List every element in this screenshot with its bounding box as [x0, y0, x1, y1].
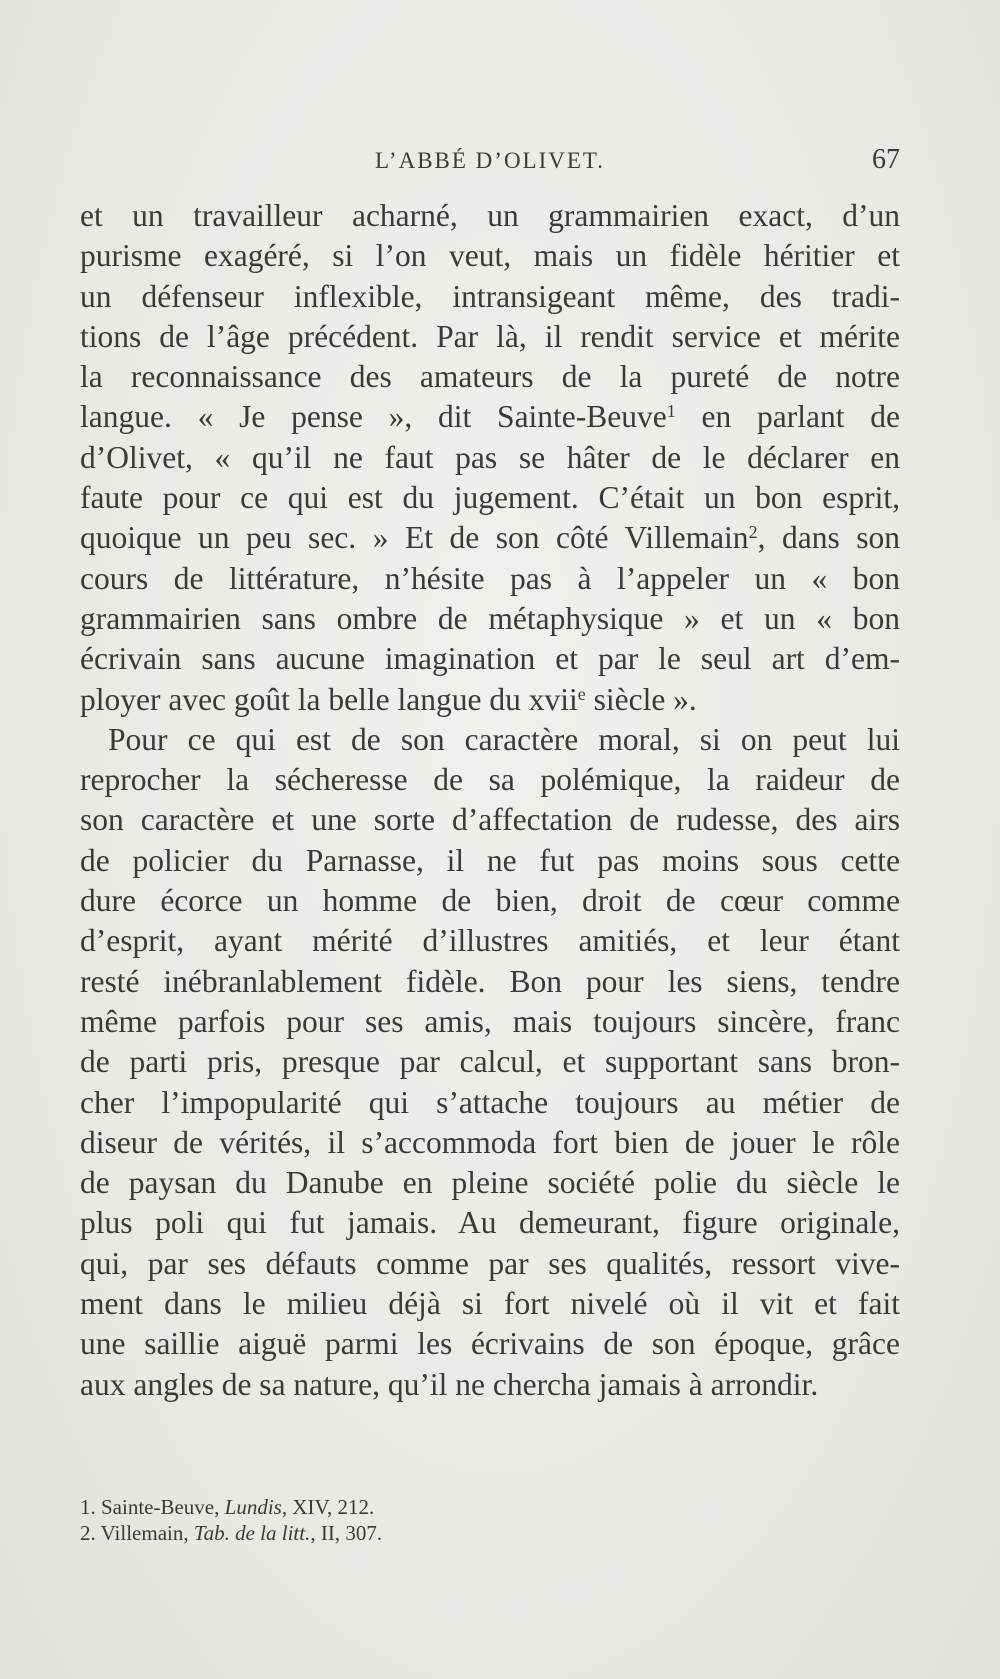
footnote: 2. Villemain, Tab. de la litt., II, 307. [80, 1521, 383, 1545]
text-line: aux angles de sa nature, qu’il ne chercha jamais à arrondir. [80, 1366, 819, 1402]
text-line: son caractère et une sorte d’affectation de rudesse, des airs [80, 802, 900, 838]
text-line: faute pour ce qui est du jugement. C’était un bon esprit, [80, 480, 900, 516]
text-line: d’esprit, ayant mérité d’illustres amitiés, et leur étant [80, 923, 900, 959]
text-line: de paysan du Danube en pleine société polie du siècle le [80, 1165, 900, 1201]
text-line: cours de littérature, n’hésite pas à l’appeler un « bon [80, 560, 900, 596]
paragraph [80, 720, 900, 1405]
text-line: de policier du Parnasse, il ne fut pas moins sous cette [80, 842, 900, 878]
text-line: langue. « Je pense », dit Sainte-Beuve$^1$ en parlant de [80, 399, 900, 435]
text-line: tions de l’âge précédent. Par là, il rendit service et mérite [80, 318, 900, 354]
text-line: reprocher la sécheresse de sa polémique, la raideur de [80, 762, 900, 798]
paragraph [80, 196, 900, 720]
text-line: plus poli qui fut jamais. Au demeurant, figure originale, [80, 1205, 900, 1241]
text-line: cher l’impopularité qui s’attache toujours au métier de [80, 1084, 900, 1120]
text-line: quoique un peu sec. » Et de son côté Villemain$^2$, dans son [80, 520, 901, 556]
text-line: la reconnaissance des amateurs de la pureté de notre [80, 359, 900, 395]
text-line: de parti pris, presque par calcul, et supportant sans bron- [80, 1044, 900, 1080]
running-title: L’ABBÉ D’OLIVET. [374, 148, 606, 173]
footnote-marker: 2 [748, 522, 758, 543]
text-line: ployer avec goût la belle langue du xvii$^e$ siècle ». [80, 681, 697, 717]
text-line: resté inébranlablement fidèle. Bon pour les siens, tendre [80, 963, 900, 999]
body-text [80, 196, 900, 1405]
text-line: dure écorce un homme de bien, droit de cœur comme [80, 883, 900, 919]
text-line: même parfois pour ses amis, mais toujours sincère, franc [80, 1003, 900, 1039]
text-line: écrivain sans aucune imagination et par le seul art d’em- [80, 641, 900, 677]
text-line: une saillie aiguë parmi les écrivains de son époque, grâce [80, 1326, 900, 1362]
text-line: Pour ce qui est de son caractère moral, si on peut lui [108, 721, 900, 757]
footnote-marker: e [577, 683, 586, 704]
text-line: un défenseur inflexible, intransigeant même, des tradi- [80, 278, 900, 314]
footnotes [80, 1494, 900, 1546]
text-line: purisme exagéré, si l’on veut, mais un fidèle héritier et [80, 238, 900, 274]
text-line: ment dans le milieu déjà si fort nivelé où il vit et fait [80, 1286, 900, 1322]
text-line: diseur de vérités, il s’accommoda fort bien de jouer le rôle [80, 1124, 900, 1160]
footnote-marker: 1 [666, 401, 676, 422]
footnote: 1. Sainte-Beuve, Lundis, XIV, 212. [80, 1495, 375, 1519]
text-line: d’Olivet, « qu’il ne faut pas se hâter de le déclarer en [80, 439, 900, 475]
text-line: qui, par ses défauts comme par ses qualités, ressort vive- [80, 1245, 900, 1281]
page-header [80, 144, 900, 184]
text-line: et un travailleur acharné, un grammairien exact, d’un [80, 198, 900, 233]
text-line: grammairien sans ombre de métaphysique » et un « bon [80, 600, 900, 636]
page-number: 67 [872, 144, 900, 175]
